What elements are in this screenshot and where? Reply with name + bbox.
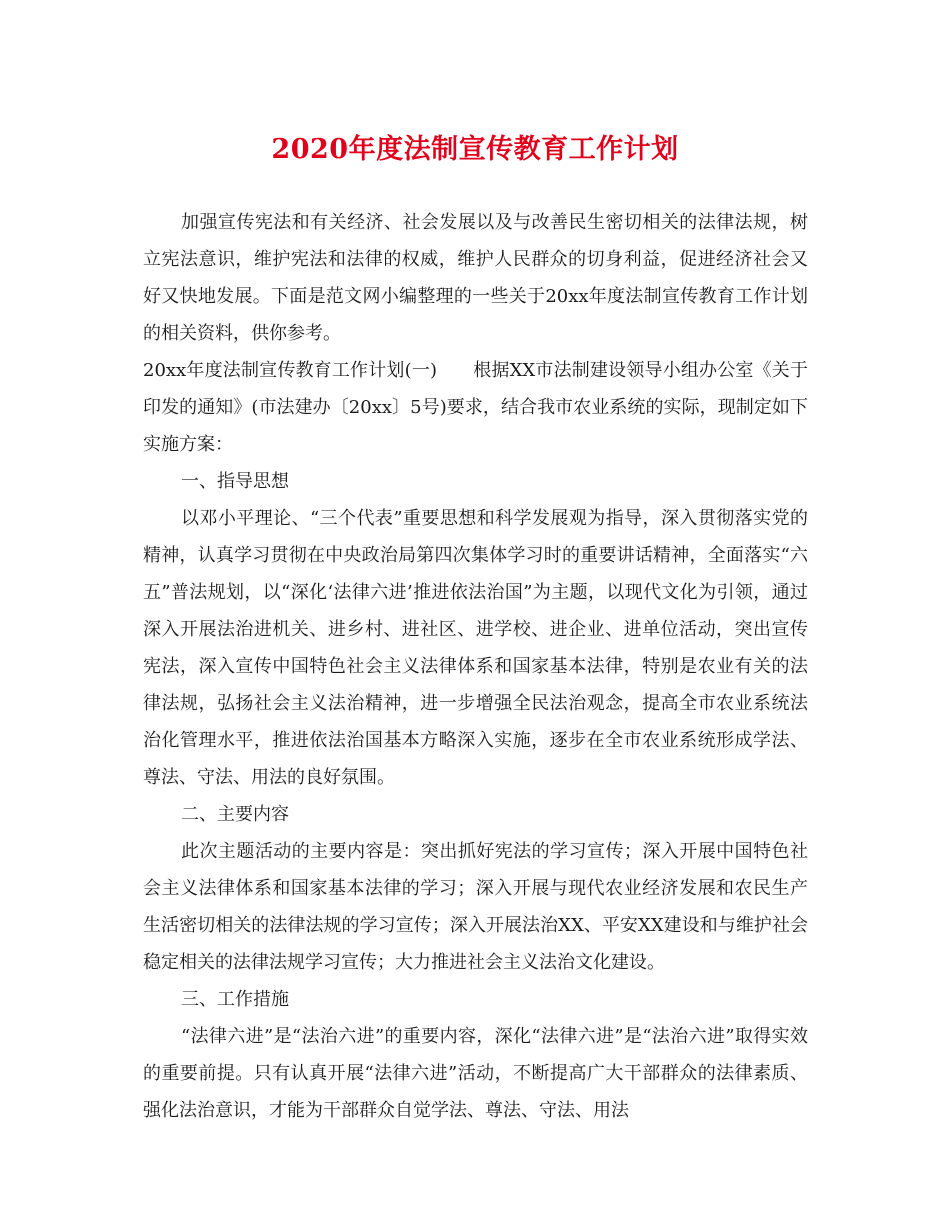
intro-paragraph: 加强宣传宪法和有关经济、社会发展以及与改善民生密切相关的法律法规，树立宪法意识，维护宪法和法律的权威，维护人民群众的切身利益，促进经济社会又好又快地发展。下面是范文网小编整理的一些关于20xx年度法制宣传教育工作计划的相关资料，供你参考。 — [143, 212, 808, 344]
section-heading: 三、工作措施 — [181, 989, 289, 1010]
section-heading: 一、指导思想 — [181, 471, 289, 492]
plan-label: 20xx年度法制宣传教育工作计划(一) — [143, 360, 438, 381]
plan-paragraph — [143, 352, 808, 463]
section-paragraph: “法律六进”是“法治六进”的重要内容，深化“法律六进”是“法治六进”取得实效的重要前提。只有认真开展“法律六进”活动，不断提高广大干部群众的法律素质、强化法治意识，才能为干部群众自觉学法、尊法、守法、用法 — [143, 1026, 808, 1121]
section-paragraph: 此次主题活动的主要内容是：突出抓好宪法的学习宣传；深入开展中国特色社会主义法律体系和国家基本法律的学习；深入开展与现代农业经济发展和农民生产生活密切相关的法律法规的学习宣传；深入开展法治XX、平安XX建设和与维护社会稳定相关的法律法规学习宣传；大力推进社会主义法治文化建设。 — [143, 841, 808, 973]
section-paragraph: 以邓小平理论、“三个代表”重要思想和科学发展观为指导，深入贯彻落实党的精神，认真学习贯彻在中央政治局第四次集体学习时的重要讲话精神，全面落实“六五”普法规划，以“深化‘法律六进’推进依法治国”为主题，以现代文化为引领，通过深入开展法治进机关、进乡村、进社区、进学校、进企业、进单位活动，突出宣传宪法，深入宣传中国特色社会主义法律体系和国家基本法律，特别是农业有关的法律法规，弘扬社会主义法治精神，进一步增强全民法治观念，提高全市农业系统法治化管理水平，推进依法治国基本方略深入实施，逐步在全市农业系统形成学法、尊法、守法、用法的良好氛围。 — [143, 508, 808, 788]
document-title: 2020年度法制宣传教育工作计划 — [271, 134, 679, 165]
section-heading: 二、主要内容 — [181, 804, 289, 825]
plan-opening: 根据XX市法制建设领导小组办公室《关于印发的通知》(市法建办〔20xx〕5号)要求，结合我市农业系统的实际，现制定如下实施方案： — [143, 360, 808, 455]
document-body — [143, 204, 808, 1129]
